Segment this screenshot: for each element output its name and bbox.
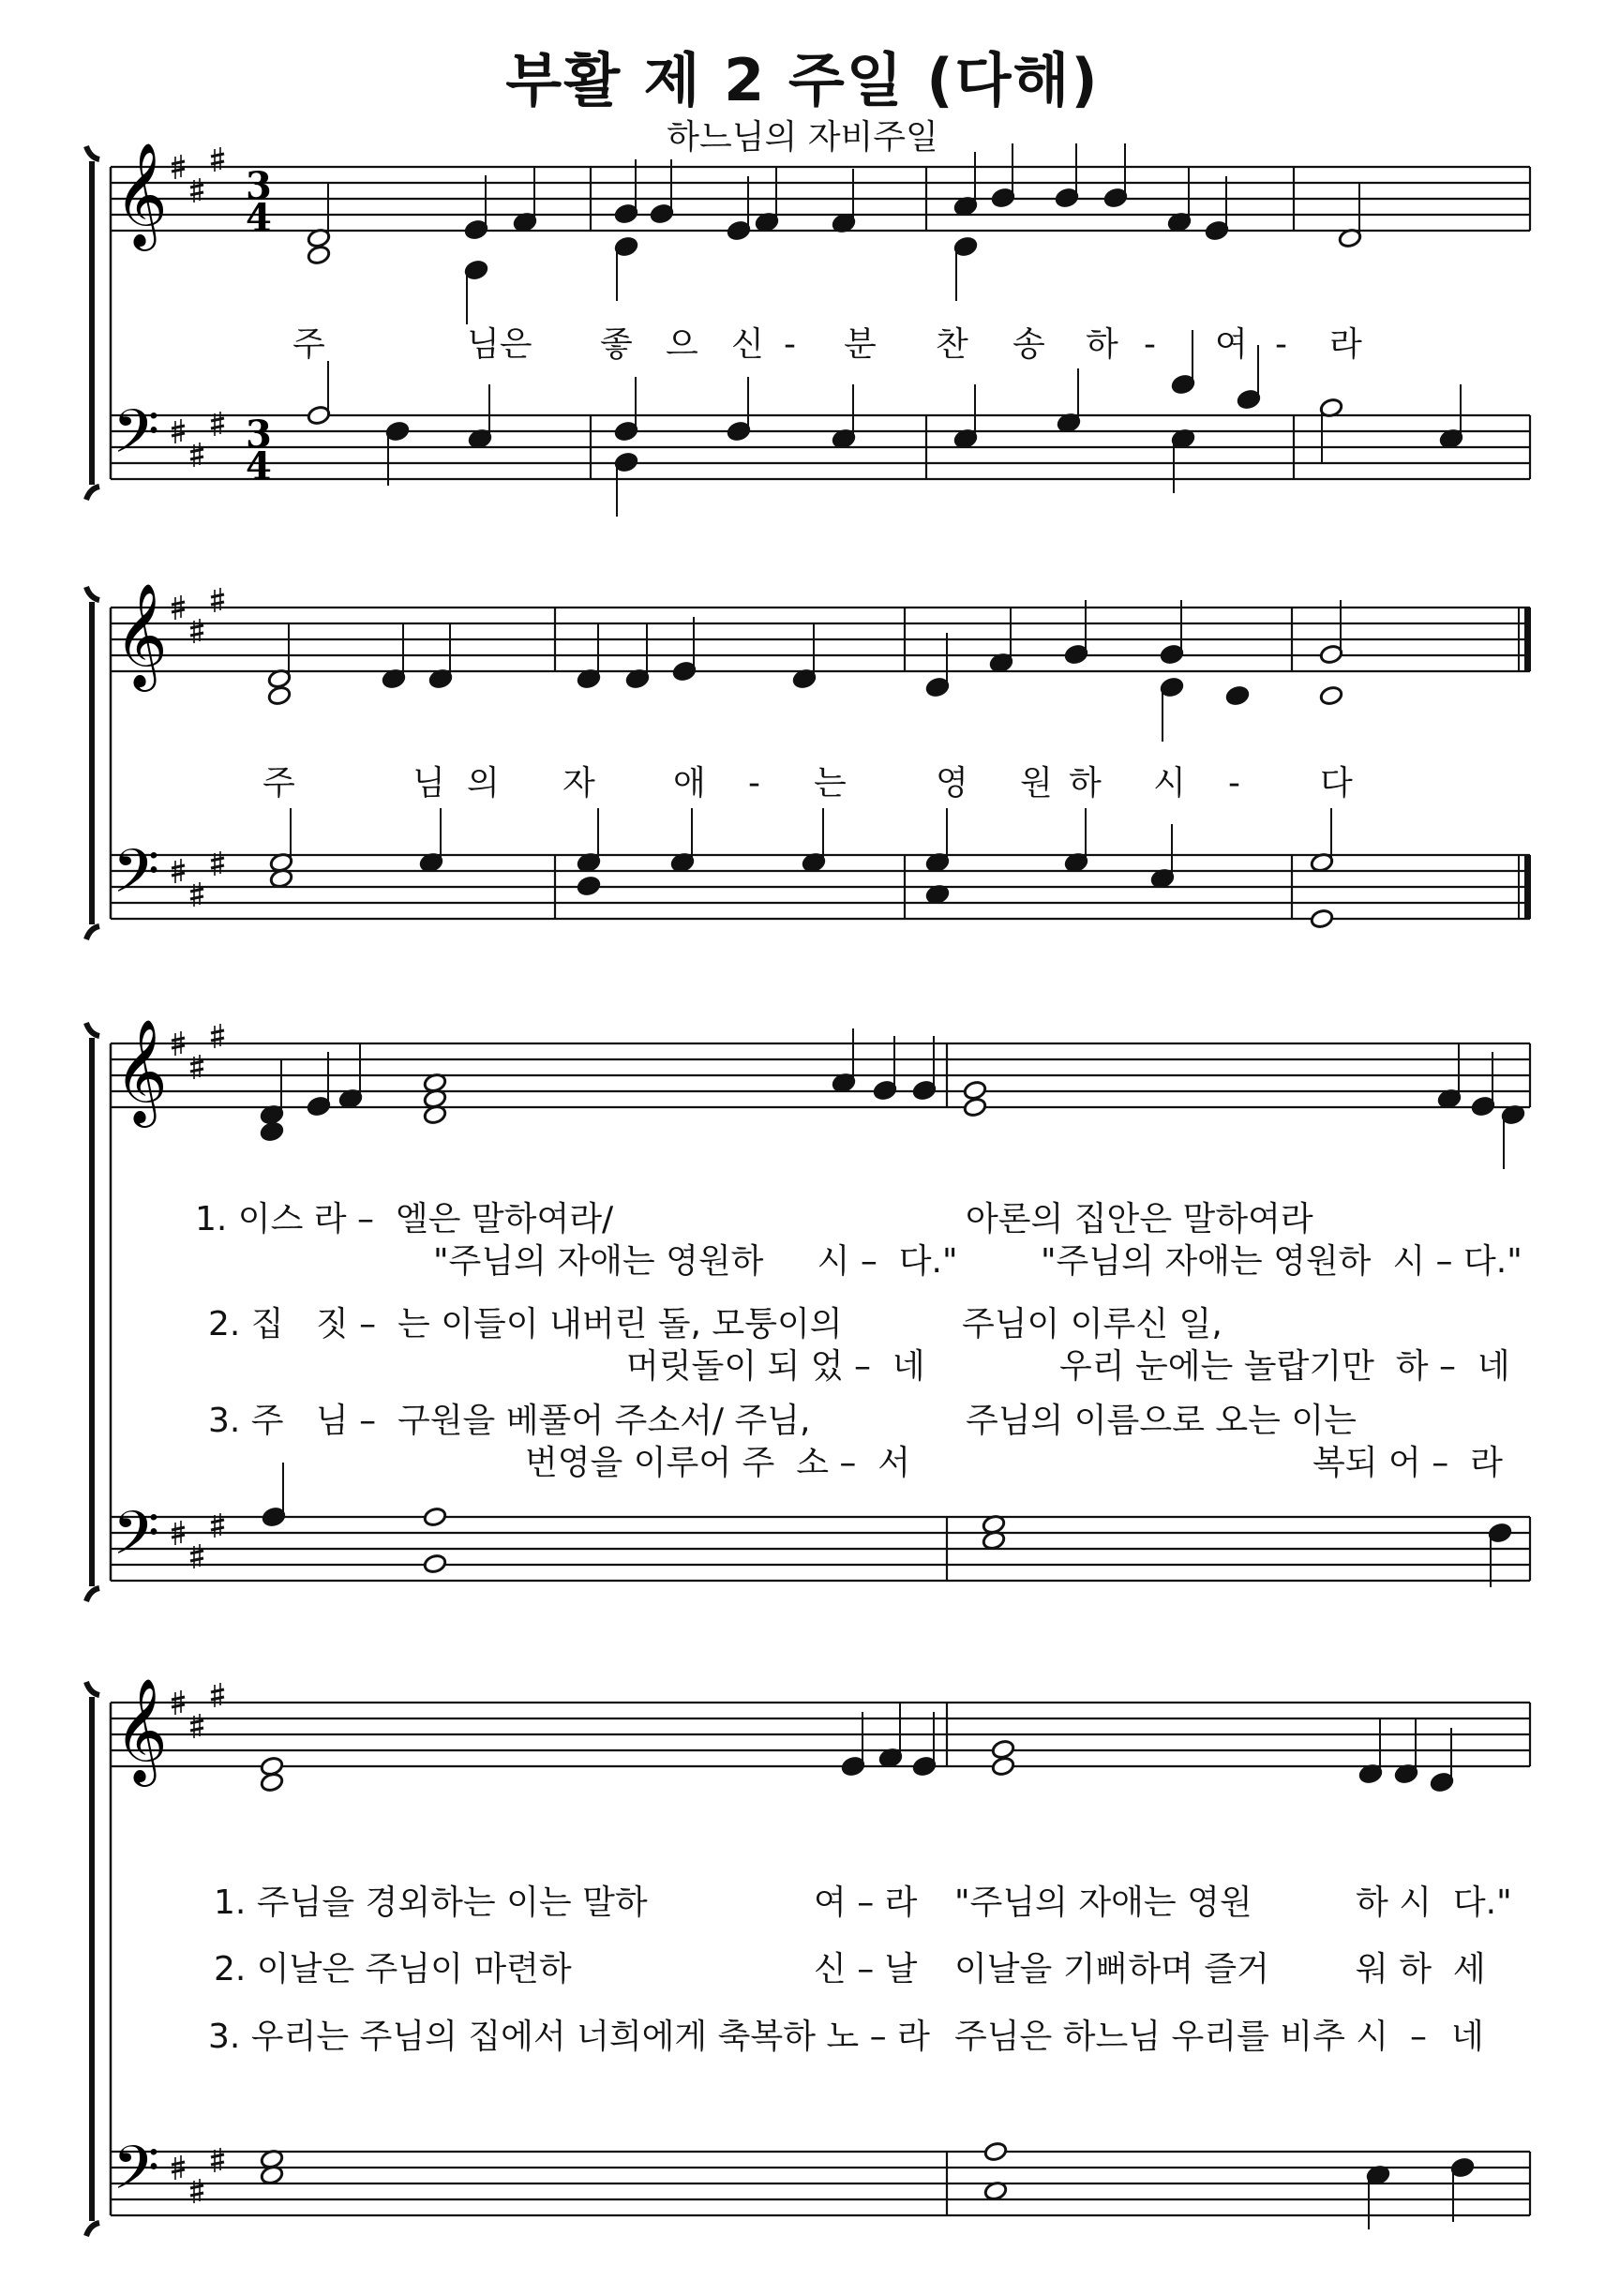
note xyxy=(423,1507,447,1528)
note xyxy=(1430,1728,1454,1793)
lyric-syllable: 분 xyxy=(844,325,877,364)
final-barline-thick xyxy=(1524,855,1531,919)
note xyxy=(267,685,292,707)
lyric-syllable: 주 xyxy=(292,325,325,364)
note xyxy=(464,260,488,324)
verse1-line2: "주님의 자애는 영원하 시 – 다." xyxy=(433,1242,958,1281)
note xyxy=(1057,368,1081,433)
verse3-line1: 3. 주 님 – 구원을 베풀어 주소서/ 주님, xyxy=(208,1402,811,1440)
note xyxy=(912,1712,937,1777)
note xyxy=(260,1772,284,1793)
verseb1-part1: 1. 주님을 경외하는 이는 말하 xyxy=(214,1883,648,1922)
note xyxy=(832,1028,856,1093)
note xyxy=(983,2141,1008,2163)
note xyxy=(614,159,638,224)
lyric-syllable: 신 xyxy=(731,325,764,364)
lyric-syllable: 자 xyxy=(562,764,595,803)
note xyxy=(1150,824,1175,889)
note xyxy=(513,168,537,233)
note xyxy=(260,1060,284,1125)
note xyxy=(670,808,695,873)
note xyxy=(307,361,331,426)
verse3-line1-b: 주님의 이름으로 오는 이는 xyxy=(966,1402,1357,1440)
note xyxy=(262,1463,286,1527)
bass-clef-icon: 𝄢 xyxy=(112,2134,160,2218)
lyric-syllable: - xyxy=(1228,764,1240,803)
lyric-syllable: 다 xyxy=(1320,764,1353,803)
note xyxy=(1366,2165,1390,2229)
note xyxy=(832,384,856,449)
verse1-line1: 1. 이스 라 – 엘은 말하여라/ xyxy=(195,1200,614,1238)
note xyxy=(1471,1052,1495,1117)
time-signature-bottom: 4 xyxy=(246,196,272,240)
note xyxy=(963,1097,987,1118)
verse3-line2: 번영을 이루어 주 소 – 서 xyxy=(525,1444,911,1482)
note xyxy=(423,1553,447,1575)
lyric-syllable: - xyxy=(1144,325,1156,364)
verseb2-part2: 신 – 날 xyxy=(814,1950,918,1988)
note xyxy=(1225,685,1250,707)
verse2-line2: 머릿돌이 되 었 – 네 xyxy=(626,1347,925,1386)
note xyxy=(755,168,779,233)
note xyxy=(1437,1044,1462,1109)
note xyxy=(468,384,492,449)
note xyxy=(307,245,331,266)
note xyxy=(577,808,601,873)
note xyxy=(1501,1104,1525,1169)
note xyxy=(953,152,978,217)
lyric-syllable: 찬 xyxy=(936,325,968,364)
note xyxy=(419,808,443,873)
note xyxy=(953,384,978,449)
verseb2-part3: 이날을 기뻐하며 즐거 xyxy=(954,1950,1269,1988)
verse2-line1-b: 주님이 이루신 일, xyxy=(962,1305,1222,1343)
system-bracket xyxy=(86,1682,99,2236)
page-title: 부활 제 2 주일 (다해) xyxy=(505,46,1100,114)
verse2-line1: 2. 집 짓 – 는 이들이 내버린 돌, 모퉁이의 xyxy=(208,1305,843,1343)
note xyxy=(1160,677,1184,742)
note xyxy=(577,876,601,897)
note xyxy=(464,175,488,240)
note xyxy=(912,1036,937,1101)
lyric-syllable: 송 xyxy=(1012,325,1045,364)
final-barline-thick xyxy=(1524,608,1531,671)
verse1-line1-b: 아론의 집안은 말하여라 xyxy=(966,1200,1313,1238)
time-signature-top: 3 xyxy=(246,413,272,457)
note xyxy=(1171,330,1195,395)
note xyxy=(428,624,453,689)
lyric-syllable: 시 xyxy=(1153,764,1186,803)
note xyxy=(991,1756,1015,1778)
verseb1-part2: 여 – 라 xyxy=(814,1883,918,1922)
system-bracket xyxy=(86,146,99,500)
note xyxy=(1338,184,1362,248)
page-subtitle: 하느님의 자비주일 xyxy=(667,118,938,157)
note xyxy=(963,1080,987,1102)
lyric-syllable: 영 xyxy=(936,764,968,803)
verseb2-part1: 2. 이날은 주님이 마련하 xyxy=(214,1950,572,1988)
note xyxy=(727,176,751,241)
note xyxy=(260,1121,284,1143)
note xyxy=(1310,808,1334,873)
note xyxy=(614,452,638,517)
lyric-syllable: 애 xyxy=(673,764,706,803)
note xyxy=(614,236,638,301)
lyric-syllable: 여 xyxy=(1215,325,1248,364)
note xyxy=(267,624,292,689)
note xyxy=(727,377,751,442)
treble-clef-icon: 𝄞 xyxy=(114,582,168,687)
note xyxy=(989,608,1013,673)
verseb3-part3: 네 xyxy=(1451,2018,1484,2056)
note xyxy=(385,421,410,486)
note xyxy=(925,633,950,698)
time-signature-bottom: 4 xyxy=(246,444,272,488)
note xyxy=(1358,1719,1383,1784)
note xyxy=(1394,1719,1418,1784)
note xyxy=(1450,2157,1475,2222)
note xyxy=(873,1036,897,1101)
lyric-syllable: 하 xyxy=(1086,325,1118,364)
note xyxy=(307,184,331,248)
note xyxy=(1439,384,1463,449)
system-bracket xyxy=(86,1023,99,1601)
note xyxy=(1310,908,1334,930)
lyric-syllable: - xyxy=(784,325,796,364)
lyric-syllable: - xyxy=(1275,325,1287,364)
note xyxy=(991,1739,1015,1761)
note xyxy=(625,624,650,689)
verseb3-part2: 주님은 하느님 우리를 비추 시 – xyxy=(954,2018,1427,2056)
lyric-syllable: - xyxy=(748,764,760,803)
note xyxy=(382,624,406,689)
lyric-syllable: 으 xyxy=(666,325,698,364)
note xyxy=(1488,1523,1512,1587)
bass-clef-icon: 𝄢 xyxy=(112,837,160,922)
bass-clef-icon: 𝄢 xyxy=(112,398,160,482)
lyric-syllable: 좋 xyxy=(600,325,633,364)
note xyxy=(1167,168,1192,233)
verseb1-part3: "주님의 자애는 영원 xyxy=(954,1883,1252,1922)
note xyxy=(1171,428,1195,493)
note xyxy=(338,1044,363,1109)
note xyxy=(650,159,674,224)
treble-clef-icon: 𝄞 xyxy=(114,1677,168,1782)
note xyxy=(672,617,697,682)
bass-clef-icon: 𝄢 xyxy=(112,1499,160,1583)
note xyxy=(577,624,601,689)
note xyxy=(1319,398,1343,462)
time-signature-top: 3 xyxy=(246,164,272,208)
note xyxy=(925,808,950,873)
note xyxy=(269,808,293,873)
verseb1-part4: 하 시 다." xyxy=(1356,1883,1512,1922)
verseb2-part4: 워 하 세 xyxy=(1356,1950,1486,1988)
note xyxy=(878,1703,903,1768)
verse2-line2-b: 우리 눈에는 놀랍기만 하 – 네 xyxy=(1059,1347,1510,1386)
lyric-syllable: 님은 xyxy=(467,325,532,364)
lyric-syllable: 는 xyxy=(814,764,847,803)
verse1-line2-b: "주님의 자애는 영원하 시 – 다." xyxy=(1041,1242,1522,1281)
verseb3-part1: 3. 우리는 주님의 집에서 너희에게 축복하 노 – 라 xyxy=(208,2018,930,2056)
note xyxy=(792,624,817,689)
verse3-line2-b: 복되 어 – 라 xyxy=(1312,1444,1503,1482)
note xyxy=(1319,600,1343,665)
note xyxy=(1205,176,1229,241)
note xyxy=(1160,600,1184,665)
note xyxy=(307,1052,331,1117)
note xyxy=(802,808,826,873)
system-bracket xyxy=(86,587,99,939)
note xyxy=(614,377,638,442)
lyric-syllable: 원 xyxy=(1020,764,1053,803)
note xyxy=(832,169,856,233)
treble-clef-icon: 𝄞 xyxy=(114,1018,168,1123)
note xyxy=(1319,685,1343,707)
lyric-syllable: 라 xyxy=(1329,325,1362,364)
note xyxy=(1064,600,1088,665)
treble-clef-icon: 𝄞 xyxy=(114,142,168,247)
lyric-syllable: 의 xyxy=(467,764,500,803)
lyric-syllable: 주 xyxy=(262,764,295,803)
note xyxy=(1064,808,1088,873)
lyric-syllable: 하 xyxy=(1069,764,1102,803)
lyric-syllable: 님 xyxy=(412,764,445,803)
note xyxy=(953,236,978,301)
note xyxy=(841,1712,865,1777)
